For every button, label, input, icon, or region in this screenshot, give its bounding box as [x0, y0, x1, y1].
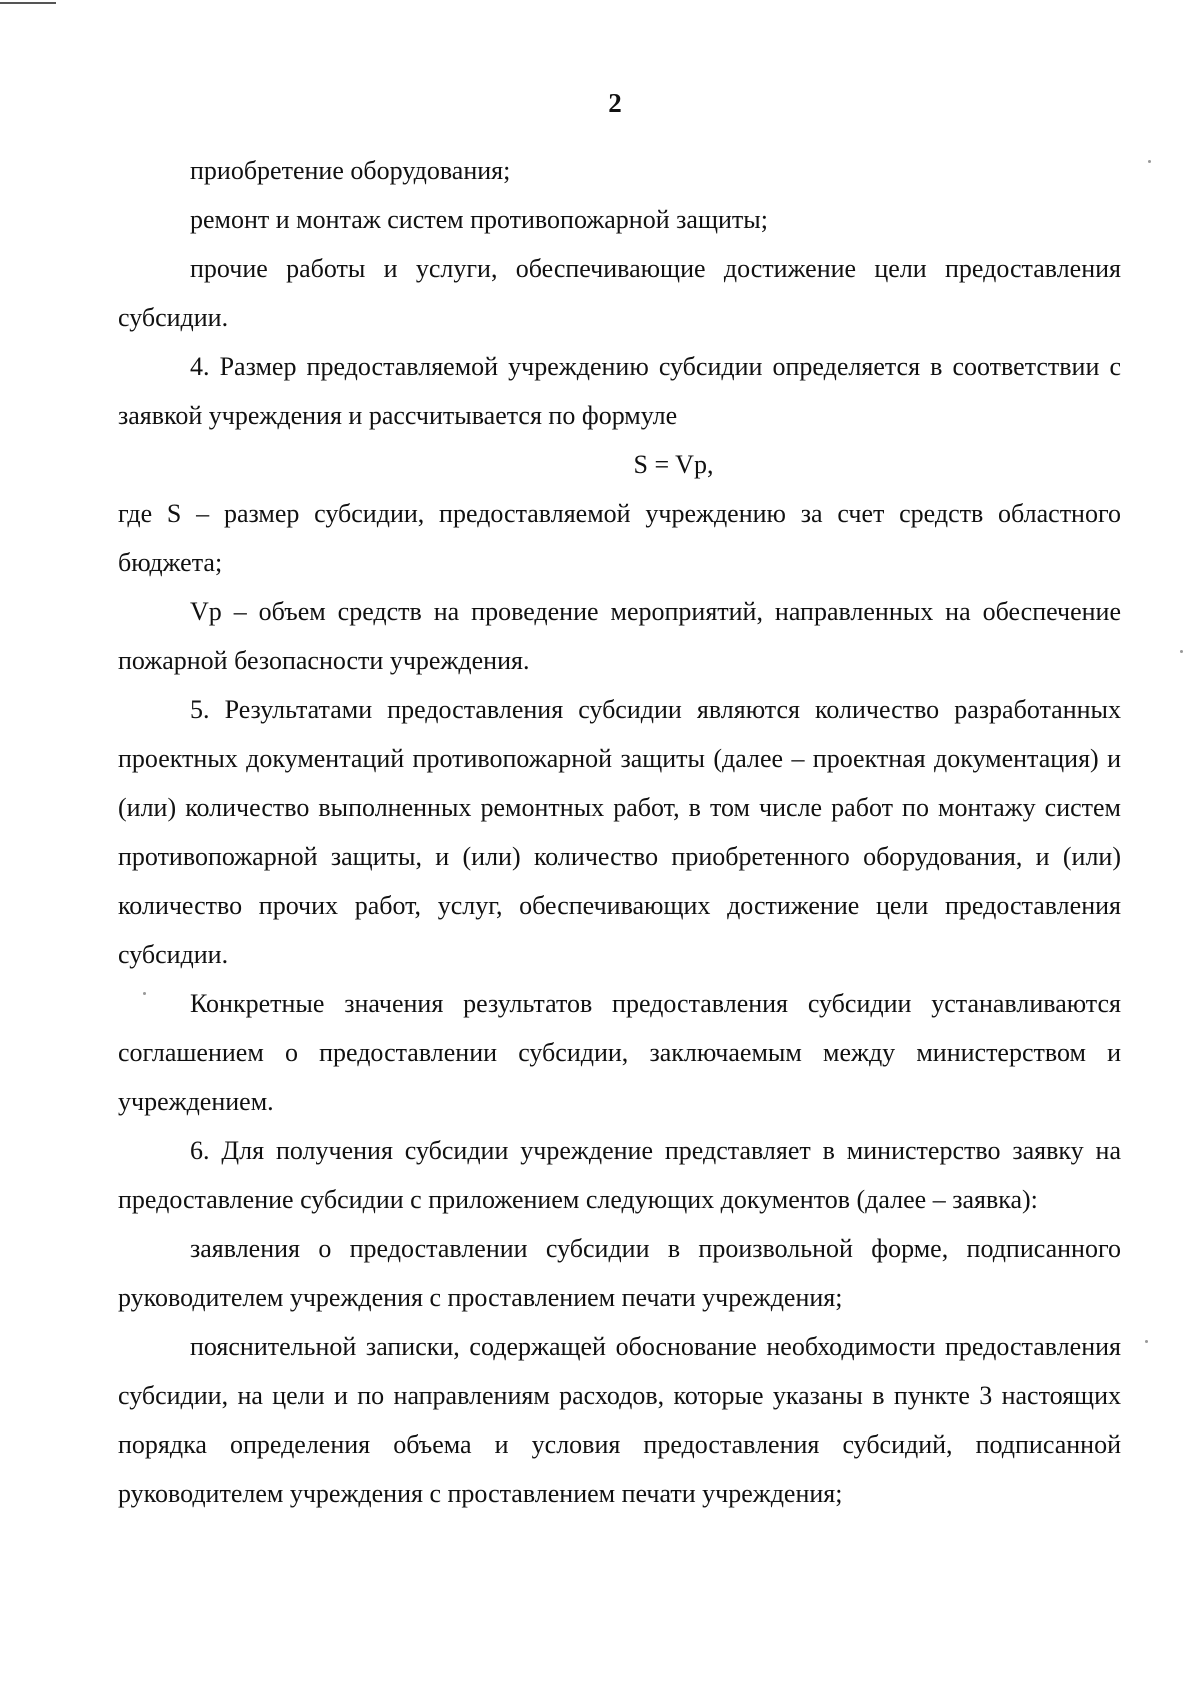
scan-speck: [1145, 1340, 1148, 1343]
paragraph-item-5: 5. Результатами предоставления субсидии являются количество разработанных проектных документаций противопожарной защиты (далее – проектная документация) и (или) количество выполненных ремонтных работ, в том числе работ по монтажу систем противопожарной защиты, и (или) количество приобретенного оборудования, и (или) количество прочих работ, услуг, обеспечивающих достижение цели предоставления субсидии.: [118, 695, 1121, 969]
scan-speck: [1148, 160, 1151, 163]
formula: S = Vp,: [633, 450, 714, 479]
paragraph-other-works: прочие работы и услуги, обеспечивающие достижение цели предоставления субсидии.: [118, 254, 1121, 332]
paragraph-where-s: где S – размер субсидии, предоставляемой учреждению за счет средств областного бюджета;: [118, 499, 1121, 577]
paragraph-explanatory-note: пояснительной записки, содержащей обоснование необходимости предоставления субсидии, на цели и по направлениям расходов, которые указаны в пункте 3 настоящих порядка определения объема и условия предоставления субсидий, подписанной руководителем учреждения с проставлением печати учреждения;: [118, 1332, 1121, 1508]
paragraph-specific-values: Конкретные значения результатов предоставления субсидии устанавливаются соглашением о предоставлении субсидии, заключаемым между министерством и учреждением.: [118, 989, 1121, 1116]
scan-speck: [1180, 650, 1183, 653]
paragraph-item-4: 4. Размер предоставляемой учреждению субсидии определяется в соответствии с заявкой учреждения и рассчитывается по формуле: [118, 352, 1121, 430]
paragraph-equipment: приобретение оборудования;: [190, 156, 511, 185]
page-number: 2: [608, 88, 622, 118]
paragraph-application: заявления о предоставлении субсидии в произвольной форме, подписанного руководителем учреждения с проставлением печати учреждения;: [118, 1234, 1121, 1312]
scan-artifact: [0, 2, 56, 4]
paragraph-vp: Vp – объем средств на проведение мероприятий, направленных на обеспечение пожарной безопасности учреждения.: [118, 597, 1121, 675]
paragraph-item-6: 6. Для получения субсидии учреждение представляет в министерство заявку на предоставление субсидии с приложением следующих документов (далее – заявка):: [118, 1136, 1121, 1214]
document-body: [118, 146, 1121, 1518]
paragraph-repair: ремонт и монтаж систем противопожарной защиты;: [190, 205, 768, 234]
